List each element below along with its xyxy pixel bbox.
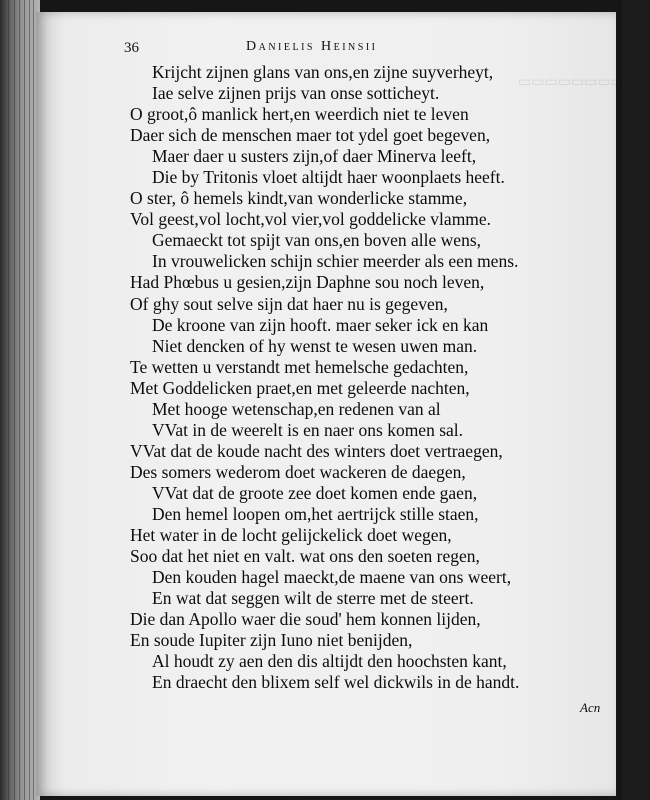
verse-line: Iae selve zijnen prijs van onse sotticheyt. (152, 83, 440, 104)
verse-line: En soude Iupiter zijn Iuno niet benijden, (130, 630, 413, 651)
verse-line: En draecht den blixem self wel dickwils in de handt. (152, 672, 520, 693)
verse-line: Gemaeckt tot spijt van ons,en boven alle wens, (152, 230, 482, 251)
verse-line: VVat dat de koude nacht des winters doet vertraegen, (130, 440, 503, 461)
verse-line: Des somers wederom doet wackeren de daegen, (130, 461, 466, 482)
running-head: Danielis Heinsii (246, 39, 378, 54)
verse-line: In vrouwelicken schijn schier meerder als een mens. (152, 251, 519, 272)
verse-line: Den kouden hagel maeckt,de maene van ons weert, (152, 567, 512, 588)
verse-line: Daer sich de menschen maer tot ydel goet begeven, (130, 125, 491, 146)
verse-line: Met Goddelicken praet,en met geleerde nachten, (130, 377, 470, 398)
verse-line: Die dan Apollo waer die soud' hem konnen lijden, (130, 609, 481, 630)
verse-line: Niet dencken of hy wenst te wesen uwen man. (152, 335, 478, 356)
show-through-text: ▭▭▭▭▭▭▭▭▭▭ (518, 75, 650, 90)
verse-line: Maer daer u susters zijn,of daer Minerva leeft, (152, 146, 477, 167)
verse-line: Had Phœbus u gesien,zijn Daphne sou noch leven, (130, 272, 485, 293)
verse-line: Soo dat het niet en valt. wat ons den soeten regen, (130, 546, 480, 567)
verse-line: Krijcht zijnen glans van ons,en zijne suyverheyt, (152, 62, 494, 82)
verse-line: Die by Tritonis vloet altijdt haer woonplaets heeft. (152, 167, 505, 188)
verse-line: Te wetten u verstandt met hemelsche gedachten, (130, 356, 469, 377)
verse-line: Of ghy sout selve sijn dat haer nu is gegeven, (130, 293, 448, 314)
page-number: 36 (124, 40, 139, 56)
verse-line: Vol geest,vol locht,vol vier,vol goddelicke vlamme. (130, 209, 492, 230)
catchword: Acn (580, 700, 601, 715)
verse-line: De kroone van zijn hooft. maer seker ick en kan (152, 314, 489, 335)
verse-line: Met hooge wetenschap,en redenen van al (152, 398, 441, 419)
verse-line: VVat dat de groote zee doet komen ende gaen, (152, 482, 478, 503)
verse-line: Het water in de locht gelijckelick doet wegen, (130, 525, 452, 546)
verse-line: En wat dat seggen wilt de sterre met de steert. (152, 588, 474, 609)
verse-line: O ster, ô hemels kindt,van wonderlicke stamme, (130, 188, 468, 209)
verse-line: VVat in de weerelt is en naer ons komen sal. (152, 419, 464, 440)
verse-line: O groot,ô manlick hert,en weerdich niet te leven (130, 104, 469, 125)
verse-line: Den hemel loopen om,het aertrijck stille staen, (152, 503, 479, 524)
verse-block (0, 62, 622, 693)
verse-line: Al houdt zy aen den dis altijdt den hoochsten kant, (152, 651, 507, 672)
